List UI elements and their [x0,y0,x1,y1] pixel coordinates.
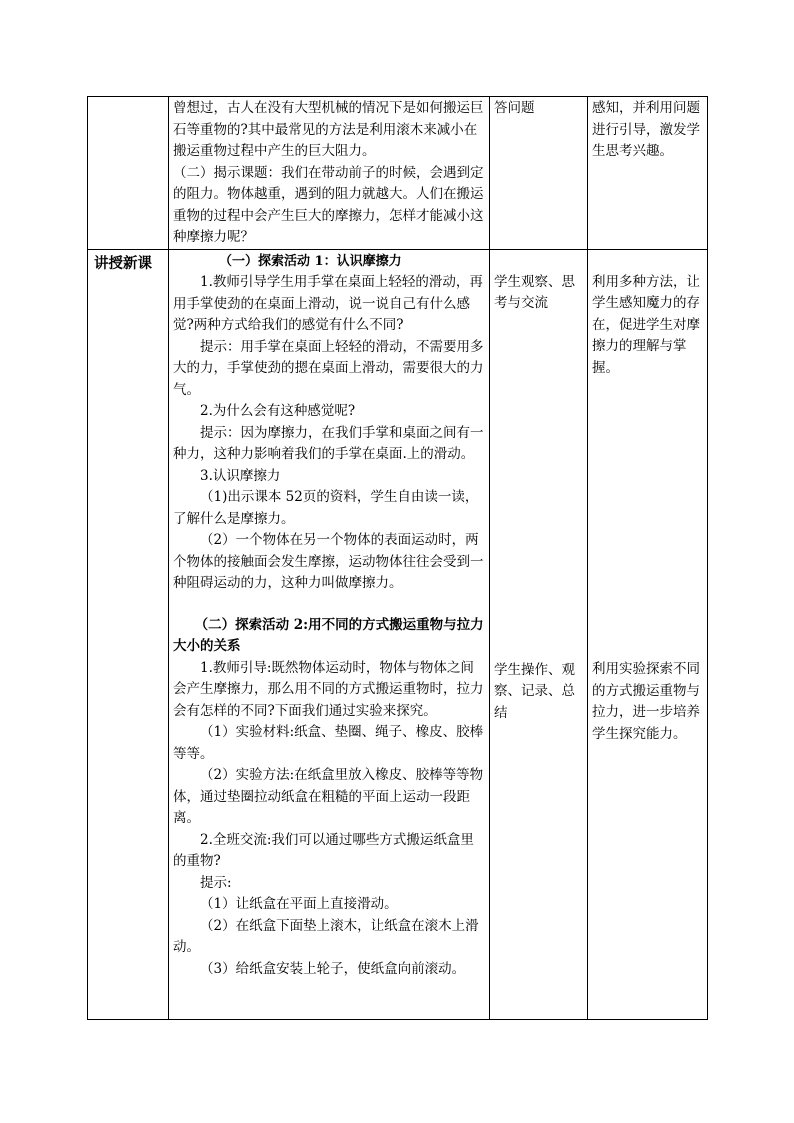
section-cell [88,249,169,1019]
content-paragraph: 1.教师引导:既然物体运动时，物体与物体之间会产生摩擦力，那么用不同的方式搬运重物时，拉力会有怎样的不同?下面我们通过实验来探究。 [173,659,484,719]
design-intent-cell [588,97,708,250]
activity-2-title: （二）探索活动 2:用不同的方式搬运重物与拉力大小的关系 [173,616,484,654]
content-paragraph: 1.教师引导学生用手掌在桌面上轻轻的滑动，再用手掌使劲的在桌面上滑动，说一说自己有什么感觉?两种方式给我们的感觉有什么不同? [173,274,483,333]
content-paragraph: 提示：用手掌在桌面上轻轻的滑动，不需要用多大的力，手掌使劲的摁在桌面上滑动，需要很大的力气。 [173,338,484,398]
student-activity-text: 学生观察、思考与交流 [494,273,575,311]
lesson-plan-table [87,96,708,1020]
content-paragraph: （2）实验方法:在纸盒里放入橡皮、胶棒等等物体，通过垫圈拉动纸盒在粗糙的平面上运动一段距离。 [173,767,484,826]
student-activity-text: 答问题 [494,100,535,116]
design-intent-text: 利用实验探索不同的方式搬运重物与拉力，进一步培养学生探究能力。 [592,661,700,742]
table-row-new-lesson [88,249,708,1019]
content-paragraph: （2）一个物体在另一个物体的表面运动时，两个物体的接触面会发生摩擦，运动物体往往会受到一种阻碍运动的力，这种力叫做摩擦力。 [173,532,484,591]
content-paragraph: 2.全班交流:我们可以通过哪些方式搬运纸盒里的重物? [173,831,474,869]
content-cell [169,249,490,1019]
content-paragraph: 曾想过，古人在没有大型机械的情况下是如何搬运巨石等重物的?其中最常见的方法是利用滚木来减小在搬运重物过程中产生的巨大阻力。 [173,100,484,159]
content-paragraph: （1）实验材料:纸盒、垫圈、绳子、橡皮、胶棒等等。 [173,724,484,762]
table-row-intro [88,97,708,250]
content-paragraph: （二）揭示课题：我们在带动前子的时候，会遇到定的阻力。物体越重，遇到的阻力就越大。人们在搬运重物的过程中会产生巨大的摩擦力，怎样才能减小这种摩擦力呢？ [173,164,484,245]
content-paragraph: （1)出示课本 52页的资料，学生自由读一读，了解什么是摩擦力。 [173,489,479,527]
content-paragraph: （1）让纸盒在平面上直接滑动。 [200,896,398,912]
design-intent-text: 利用多种方法，让学生感知魔力的存在，促进学生对摩擦力的理解与掌握。 [592,273,700,376]
activity-1-title: （一）探索活动 1：认识摩擦力 [219,253,402,269]
content-paragraph: （3）给纸盒安装上轮子，使纸盒向前滚动。 [200,960,466,977]
section-label: 讲授新课 [94,254,152,272]
content-paragraph: 提示: [200,874,232,891]
content-paragraph: （2）在纸盒下面垫上滚木，让纸盒在滚木上滑动。 [173,917,479,955]
design-intent-text: 感知，并利用问题进行引导，激发学生思考兴趣。 [592,100,700,159]
student-activity-text: 学生操作、观察、记录、总结 [494,661,575,721]
content-paragraph: 2.为什么会有这种感觉呢? [200,403,356,419]
student-activity-cell [490,97,588,250]
design-intent-cell [588,249,708,1019]
student-activity-cell [490,249,588,1019]
content-paragraph: 3.认识摩擦力 [200,467,281,484]
content-cell [169,97,490,250]
content-paragraph: 提示：因为摩擦力，在我们手掌和桌面之间有一种力，这种力影响着我们的手掌在桌面.上的滑动。 [173,424,484,462]
section-cell [88,97,169,250]
